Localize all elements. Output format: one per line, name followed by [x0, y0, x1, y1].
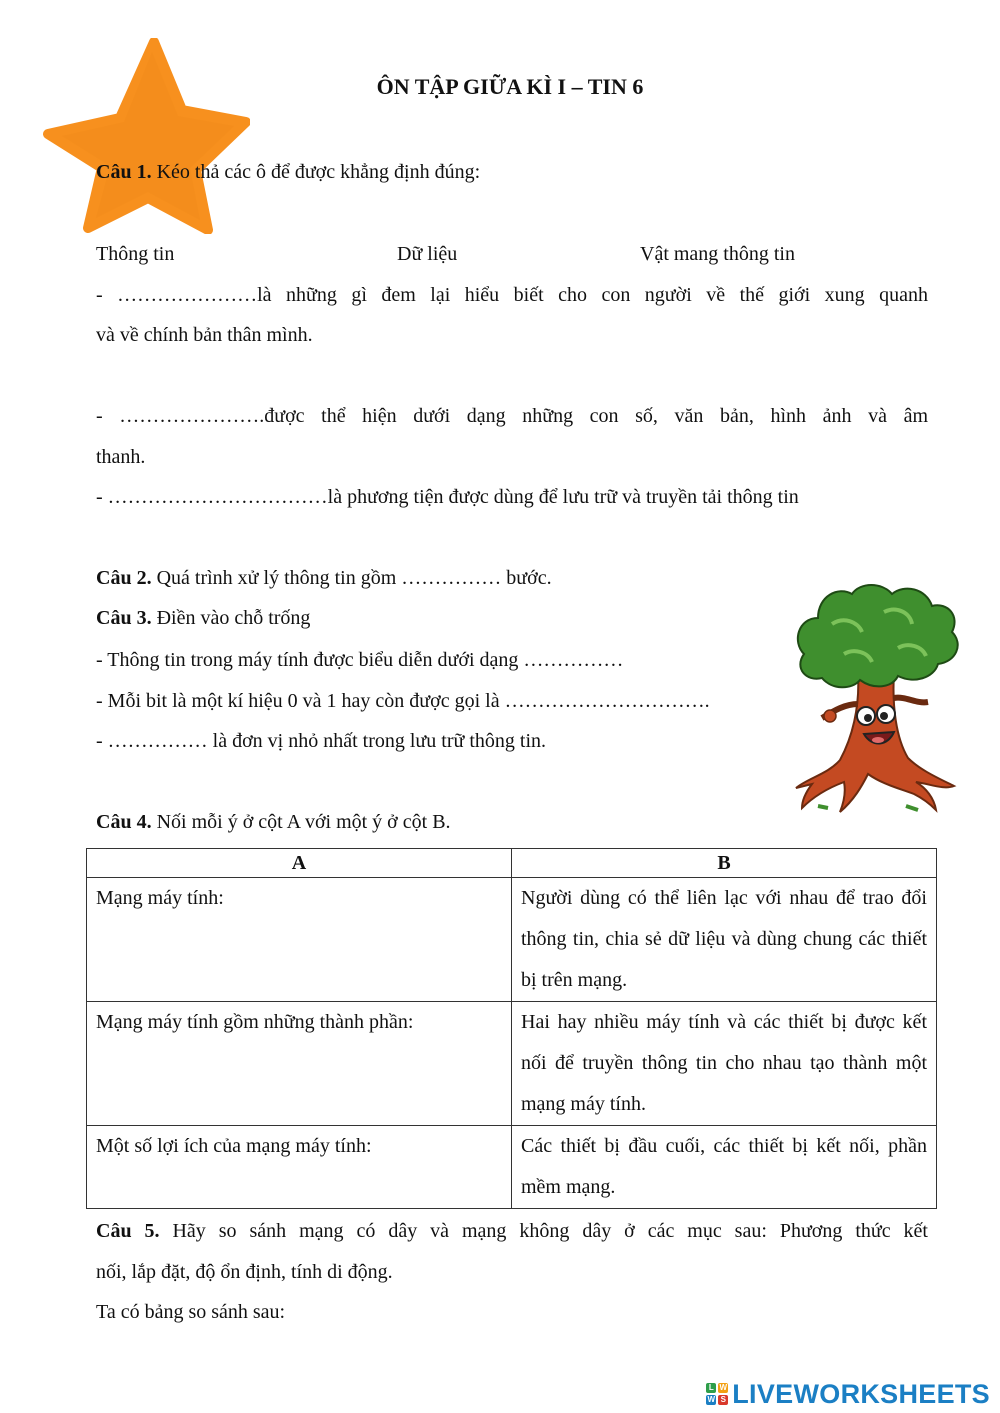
star-icon	[40, 38, 250, 234]
question-3-text: Điền vào chỗ trống	[151, 607, 311, 629]
logo-letter-l: L	[706, 1383, 716, 1393]
table-row	[87, 1002, 937, 1126]
question-1-prompt	[96, 160, 480, 184]
question-1-statement-2: - ………………….được thể hiện dưới dạng những con số, văn bản, hình ảnh và âm	[96, 405, 928, 427]
column-a-item-3[interactable]: Một số lợi ích của mạng máy tính:	[87, 1126, 512, 1209]
question-3-line-2: - Mỗi bit là một kí hiệu 0 và 1 hay còn được gọi là ………………………….	[96, 690, 710, 712]
question-1-statement-3: - ……………………………là phương tiện được dùng để lưu trữ và truyền tải thông tin	[96, 486, 799, 508]
question-2	[96, 566, 552, 590]
logo-letter-w-2: W	[707, 1395, 716, 1404]
question-4-text: Nối mỗi ý ở cột A với một ý ở cột B.	[151, 811, 451, 833]
question-1-statement-1: - …………………là những gì đem lại hiểu biết cho con người về thế giới xung quanh	[96, 284, 928, 306]
column-b-item-2[interactable]: Hai hay nhiều máy tính và các thiết bị được kết nối để truyền thông tin cho nhau tạo thành một mạng máy tính.	[512, 1002, 937, 1126]
logo-letter-s: S	[718, 1395, 728, 1405]
question-5-text-cont: nối, lắp đặt, độ ổn định, tính di động.	[96, 1261, 393, 1283]
column-b-item-3[interactable]: Các thiết bị đầu cuối, các thiết bị kết nối, phần mềm mạng.	[512, 1126, 937, 1209]
column-a-header: A	[87, 849, 512, 878]
question-3-label: Câu 3.	[96, 607, 152, 629]
question-4-label: Câu 4.	[96, 811, 152, 833]
question-2-text: Quá trình xử lý thông tin gồm …………… bước.	[151, 567, 552, 589]
table-row	[87, 1126, 937, 1209]
column-b-header: B	[512, 849, 937, 878]
question-5-text: Hãy so sánh mạng có dây và mạng không dây ở các mục sau: Phương thức kết	[159, 1220, 928, 1242]
question-1-statement-2-cont: thanh.	[96, 446, 146, 468]
logo-letter-w: W	[719, 1383, 728, 1392]
table-row	[87, 878, 937, 1002]
tree-cartoon-icon	[788, 578, 963, 816]
question-1-statement-1-cont: và về chính bản thân mình.	[96, 324, 313, 346]
column-a-item-2[interactable]: Mạng máy tính gồm những thành phần:	[87, 1002, 512, 1126]
liveworksheets-brand-text: LIVEWORKSHEETS	[732, 1378, 990, 1409]
question-5-prompt	[96, 1219, 928, 1243]
question-1-text: Kéo thả các ô để được khẳng định đúng:	[151, 161, 481, 183]
question-2-label: Câu 2.	[96, 567, 152, 589]
question-1-label: Câu 1.	[96, 161, 152, 183]
matching-table	[86, 848, 937, 1209]
question-4-prompt	[96, 810, 451, 834]
question-5-label: Câu 5.	[96, 1220, 160, 1242]
question-5-table-intro: Ta có bảng so sánh sau:	[96, 1301, 286, 1323]
question-3-line-3: - …………… là đơn vị nhỏ nhất trong lưu trữ thông tin.	[96, 730, 546, 752]
column-b-item-1[interactable]: Người dùng có thể liên lạc với nhau để trao đổi thông tin, chia sẻ dữ liệu và dùng chung các thiết bị trên mạng.	[512, 878, 937, 1002]
question-3-prompt	[96, 606, 310, 630]
drag-option-thong-tin[interactable]: Thông tin	[96, 243, 175, 265]
liveworksheets-logo-icon	[706, 1383, 728, 1405]
question-3-line-1: - Thông tin trong máy tính được biểu diễn dưới dạng ……………	[96, 649, 624, 671]
drag-option-du-lieu[interactable]: Dữ liệu	[397, 243, 458, 265]
page-title: ÔN TẬP GIỮA KÌ I – TIN 6	[376, 74, 644, 99]
liveworksheets-logo	[706, 1378, 990, 1410]
column-a-item-1[interactable]: Mạng máy tính:	[87, 878, 512, 1002]
table-header-row	[87, 849, 937, 878]
drag-option-vat-mang-thong-tin[interactable]: Vật mang thông tin	[640, 243, 795, 265]
